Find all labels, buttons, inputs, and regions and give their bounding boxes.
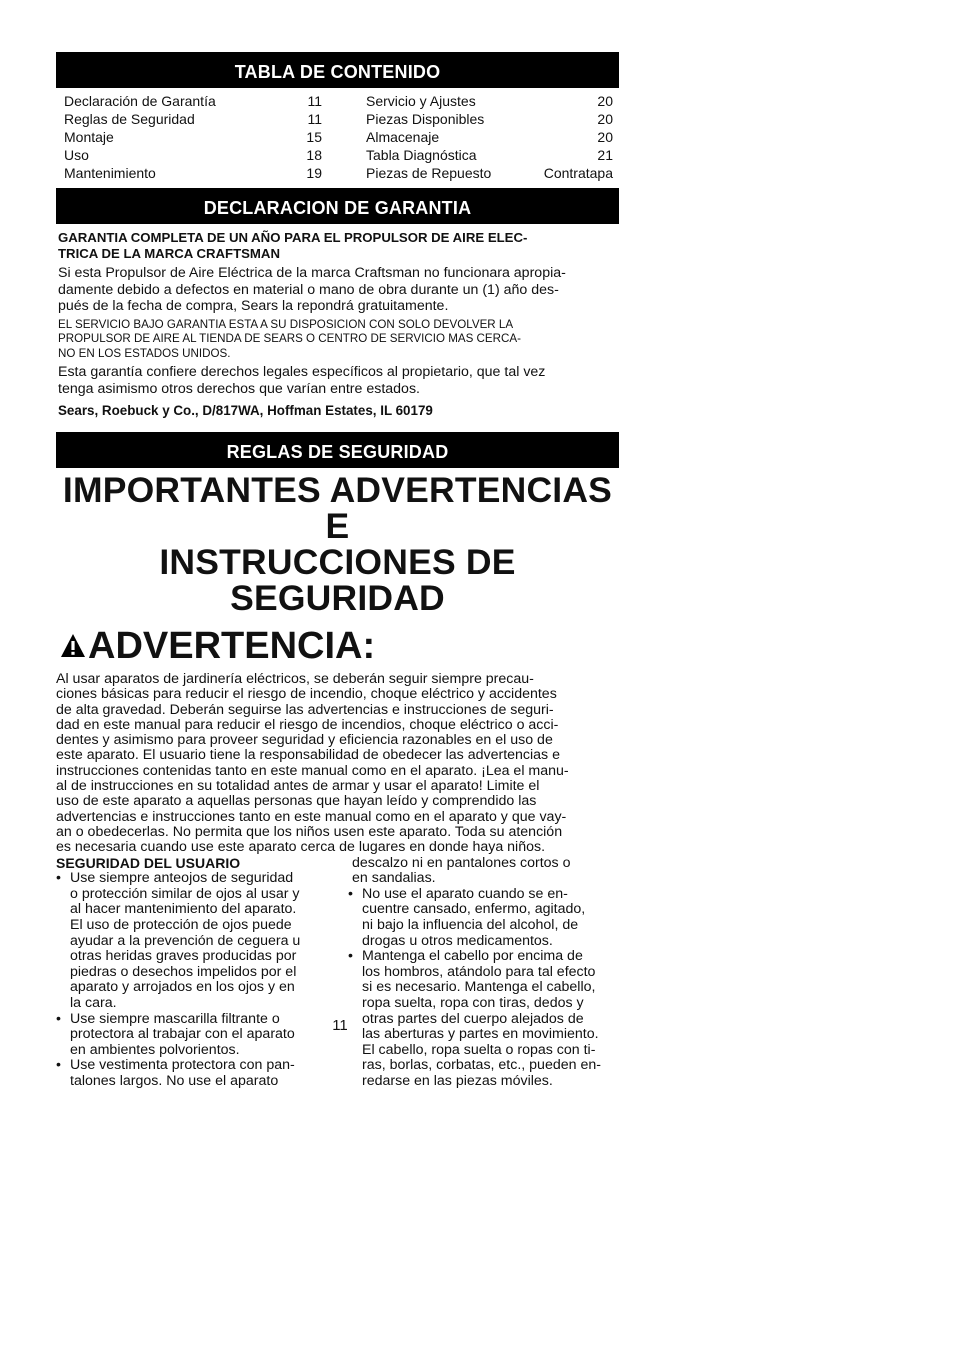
text-line: piedras o desechos impelidos por el xyxy=(70,963,297,980)
warranty-heading-line: TRICA DE LA MARCA CRAFTSMAN xyxy=(58,246,280,261)
text-line: ciones básicas para reducir el riesgo de incendio, choque eléctrico y accidentes xyxy=(56,686,557,703)
text-line: si es necesario. Mantenga el cabello, xyxy=(362,979,596,996)
text-line: NO EN LOS ESTADOS UNIDOS. xyxy=(58,346,231,360)
text-line: es necesaria cuando use este aparato cerca de lugares en donde haya niños. xyxy=(56,839,546,856)
toc-entry-page: Contratapa xyxy=(543,165,613,181)
text-line: o protección similar de ojos al usar y xyxy=(70,885,300,902)
toc-entry-label: Declaración de Garantía xyxy=(64,93,216,109)
text-line: Use siempre mascarilla filtrante o xyxy=(70,1010,280,1027)
text-line: tenga asimismo otros derechos que varían entre estados. xyxy=(58,380,420,397)
safety-header: REGLAS DE SEGURIDAD xyxy=(56,432,619,468)
text-line: Use vestimenta protectora con pan- xyxy=(70,1057,295,1074)
text-line: al hacer mantenimiento del aparato. xyxy=(70,901,297,918)
toc-entry-page: 18 xyxy=(306,147,322,163)
toc-left-pages xyxy=(278,92,322,182)
text-line: ropa suelta, ropa con tiras, dedos y xyxy=(362,994,584,1011)
list-item-text xyxy=(70,1058,295,1089)
text-line: uso de este aparato a aquellas personas que hayan leído y comprendido las xyxy=(56,793,537,810)
warranty-heading-line: GARANTIA COMPLETA DE UN AÑO PARA EL PROPULSOR DE AIRE ELEC- xyxy=(58,230,528,245)
warranty-service-notice xyxy=(58,318,617,362)
manual-page xyxy=(56,52,619,1089)
bullet-icon: • xyxy=(56,1010,61,1027)
continued-text xyxy=(348,856,619,887)
warranty-section xyxy=(56,224,619,419)
toc-entry-page: 20 xyxy=(597,111,613,127)
table-of-contents xyxy=(56,88,619,182)
bullet-icon: • xyxy=(348,948,353,965)
toc-entry-page: 11 xyxy=(307,111,322,127)
toc-left-labels xyxy=(64,92,278,182)
text-line: Use siempre anteojos de seguridad xyxy=(70,870,294,887)
list-item xyxy=(348,887,619,949)
text-line: an o obedecerlas. No permita que los niños usen este aparato. Toda su atención xyxy=(56,823,563,840)
warranty-paragraph xyxy=(58,265,617,315)
user-safety-columns xyxy=(56,856,619,1090)
text-line: ni bajo la influencia del alcohol, de xyxy=(362,916,579,933)
text-line: El cabello, ropa suelta o ropas con ti- xyxy=(362,1041,596,1058)
text-line: protectora al trabajar con el aparato xyxy=(70,1026,295,1043)
toc-entry-label: Mantenimiento xyxy=(64,165,156,181)
text-line: talones largos. No use el aparato xyxy=(70,1072,279,1089)
text-line: EL SERVICIO BAJO GARANTIA ESTA A SU DISPOSICION CON SOLO DEVOLVER LA xyxy=(58,317,514,331)
warranty-rights-paragraph xyxy=(58,364,617,397)
toc-entry-label: Piezas Disponibles xyxy=(366,111,485,127)
text-line: aparato y arrojados en los ojos y en xyxy=(70,979,295,996)
text-line: dentes y asimismo para proveer seguridad y eficiencia razonables en el uso de xyxy=(56,732,553,749)
text-line: dad en este manual para reducir el riesgo de incendios, choque eléctrico o acci- xyxy=(56,716,559,733)
text-line: redarse en las piezas móviles. xyxy=(362,1072,553,1089)
text-line: advertencias e instrucciones tanto en este manual como en el aparato y que vay- xyxy=(56,808,567,825)
right-column xyxy=(348,856,619,1090)
list-item xyxy=(56,871,348,1011)
text-line: Esta garantía confiere derechos legales específicos al propietario, que tal vez xyxy=(58,364,546,380)
toc-entry-page: 21 xyxy=(597,147,613,163)
text-line: ayudar a la prevención de ceguera u xyxy=(70,932,301,949)
toc-right-labels xyxy=(322,92,536,182)
toc-entry-label: Reglas de Seguridad xyxy=(64,111,195,127)
warning-triangle-icon xyxy=(60,633,86,659)
toc-entry-label: Piezas de Repuesto xyxy=(366,165,492,181)
text-line: los hombros, atándolo para tal efecto xyxy=(362,963,596,980)
toc-entry-label: Uso xyxy=(64,147,89,163)
safety-title-line: IMPORTANTES ADVERTENCIAS E xyxy=(62,470,613,546)
text-line: damente debido a defectos en material o mano de obra durante un (1) año des- xyxy=(58,281,559,298)
bullet-icon: • xyxy=(56,870,61,887)
warranty-heading xyxy=(58,230,617,262)
page-number: 11 xyxy=(332,1017,348,1034)
text-line: Al usar aparatos de jardinería eléctricos, se deberán seguir siempre precau- xyxy=(56,671,534,687)
text-line: drogas u otros medicamentos. xyxy=(362,932,553,949)
text-line: instrucciones contenidas tanto en este manual como en el aparato. ¡Lea el manu- xyxy=(56,762,569,779)
text-line: la cara. xyxy=(70,994,117,1011)
text-line: las aberturas y partes en movimiento. xyxy=(362,1026,599,1043)
text-line: descalzo ni en pantalones cortos o xyxy=(352,854,571,871)
left-column xyxy=(56,856,348,1090)
text-line: de alta gravedad. Deberán seguirse las advertencias e instrucciones de seguri- xyxy=(56,701,554,718)
user-safety-heading: SEGURIDAD DEL USUARIO xyxy=(56,854,241,871)
text-line: pués de la fecha de compra, Sears la repondrá gratuitamente. xyxy=(58,298,449,314)
toc-entry-page: 20 xyxy=(597,129,613,145)
text-line: El uso de protección de ojos puede xyxy=(70,916,292,933)
list-item-text xyxy=(362,887,585,949)
toc-entry-label: Almacenaje xyxy=(366,129,440,145)
text-line: Mantenga el cabello por encima de xyxy=(362,948,583,965)
warning-heading xyxy=(56,626,619,666)
toc-entry-label: Tabla Diagnóstica xyxy=(366,147,477,163)
list-item-text xyxy=(70,871,300,1011)
toc-entry-page: 20 xyxy=(597,93,613,109)
text-line: ras, borlas, corbatas, etc., pueden en- xyxy=(362,1057,601,1074)
toc-entry-page: 11 xyxy=(307,93,322,109)
text-line: No use el aparato cuando se en- xyxy=(362,885,568,902)
bullet-icon: • xyxy=(348,885,353,902)
text-line: al de instrucciones en su totalidad antes de armar y usar el aparato! Limite el xyxy=(56,778,540,795)
text-line: otras partes del cuerpo alejados de xyxy=(362,1010,584,1027)
toc-header: TABLA DE CONTENIDO xyxy=(56,52,619,88)
text-line: PROPULSOR DE AIRE AL TIENDA DE SEARS O CENTRO DE SERVICIO MAS CERCA- xyxy=(58,332,522,345)
text-line: Si esta Propulsor de Aire Eléctrica de la marca Craftsman no funcionara apropia- xyxy=(58,265,566,281)
text-line: este aparato. El usuario tiene la responsabilidad de obedecer las advertencias e xyxy=(56,747,560,764)
list-item xyxy=(56,1058,348,1089)
safety-title xyxy=(56,472,619,616)
text-line: en sandalias. xyxy=(352,870,436,887)
toc-entry-label: Servicio y Ajustes xyxy=(366,93,476,109)
toc-right-pages xyxy=(536,92,613,182)
toc-entry-label: Montaje xyxy=(64,129,114,145)
warranty-address: Sears, Roebuck y Co., D/817WA, Hoffman Estates, IL 60179 xyxy=(58,403,433,418)
warning-label: ADVERTENCIA: xyxy=(88,625,376,667)
warranty-header: DECLARACION DE GARANTIA xyxy=(56,188,619,224)
bullet-icon: • xyxy=(56,1057,61,1074)
text-line: cuentre cansado, enfermo, agitado, xyxy=(362,901,586,918)
text-line: otras heridas graves producidas por xyxy=(70,948,297,965)
safety-intro xyxy=(56,672,619,856)
text-line: en ambientes polvorientos. xyxy=(70,1041,240,1058)
toc-entry-page: 15 xyxy=(306,129,322,145)
safety-title-line: INSTRUCCIONES DE SEGURIDAD xyxy=(159,542,516,618)
toc-entry-page: 19 xyxy=(306,165,322,181)
